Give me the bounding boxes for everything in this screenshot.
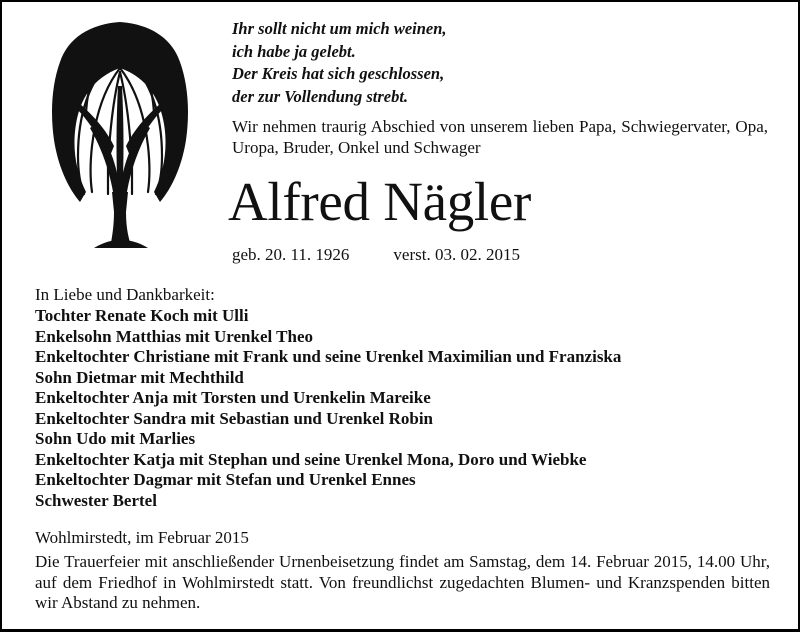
deceased-name: Alfred Nägler (228, 171, 532, 232)
poem-line: ich habe ja gelebt. (232, 41, 356, 61)
list-item: Enkeltochter Katja mit Stephan und seine Urenkel Mona, Doro und Wiebke (35, 449, 587, 469)
list-item: Enkeltochter Anja mit Torsten und Urenkelin Mareike (35, 388, 431, 407)
list-item: Enkelsohn Matthias mit Urenkel Theo (35, 326, 314, 346)
mourners-list (35, 306, 621, 511)
poem-line: Der Kreis hat sich geschlossen, (232, 64, 445, 83)
birth-date: geb. 20. 11. 1926 (232, 245, 350, 264)
place-and-date: Wohlmirstedt, im Februar 2015 (35, 528, 249, 547)
list-item: Sohn Dietmar mit Mechthild (35, 367, 244, 387)
poem-verse (232, 18, 447, 108)
gratitude-line: In Liebe und Dankbarkeit: (35, 285, 215, 304)
list-item: Enkeltochter Dagmar mit Stefan und Urenkel Ennes (35, 470, 416, 489)
weeping-willow-tree-icon (46, 16, 194, 248)
list-item: Sohn Udo mit Marlies (35, 429, 196, 448)
funeral-details: Die Trauerfeier mit anschließender Urnenbeisetzung findet am Samstag, dem 14. Februar 2015, 14.00 Uhr, auf dem Friedhof in Wohlmirstedt statt. Von freundlichst zugedachten Blumen- und Kranzspenden bitten wir Abstand zu nehmen. (35, 552, 770, 612)
life-dates (232, 244, 520, 266)
list-item: Enkeltochter Sandra mit Sebastian und Urenkel Robin (35, 408, 433, 428)
poem-line: der zur Vollendung strebt. (232, 86, 409, 106)
farewell-intro: Wir nehmen traurig Abschied von unserem lieben Papa, Schwiegervater, Opa, Uropa, Bruder, Onkel und Schwager (232, 117, 768, 157)
list-item: Tochter Renate Koch mit Ulli (35, 306, 249, 325)
list-item: Schwester Bertel (35, 490, 157, 510)
list-item: Enkeltochter Christiane mit Frank und seine Urenkel Maximilian und Franziska (35, 347, 622, 366)
death-date: verst. 03. 02. 2015 (393, 245, 520, 264)
poem-line: Ihr sollt nicht um mich weinen, (232, 19, 447, 38)
